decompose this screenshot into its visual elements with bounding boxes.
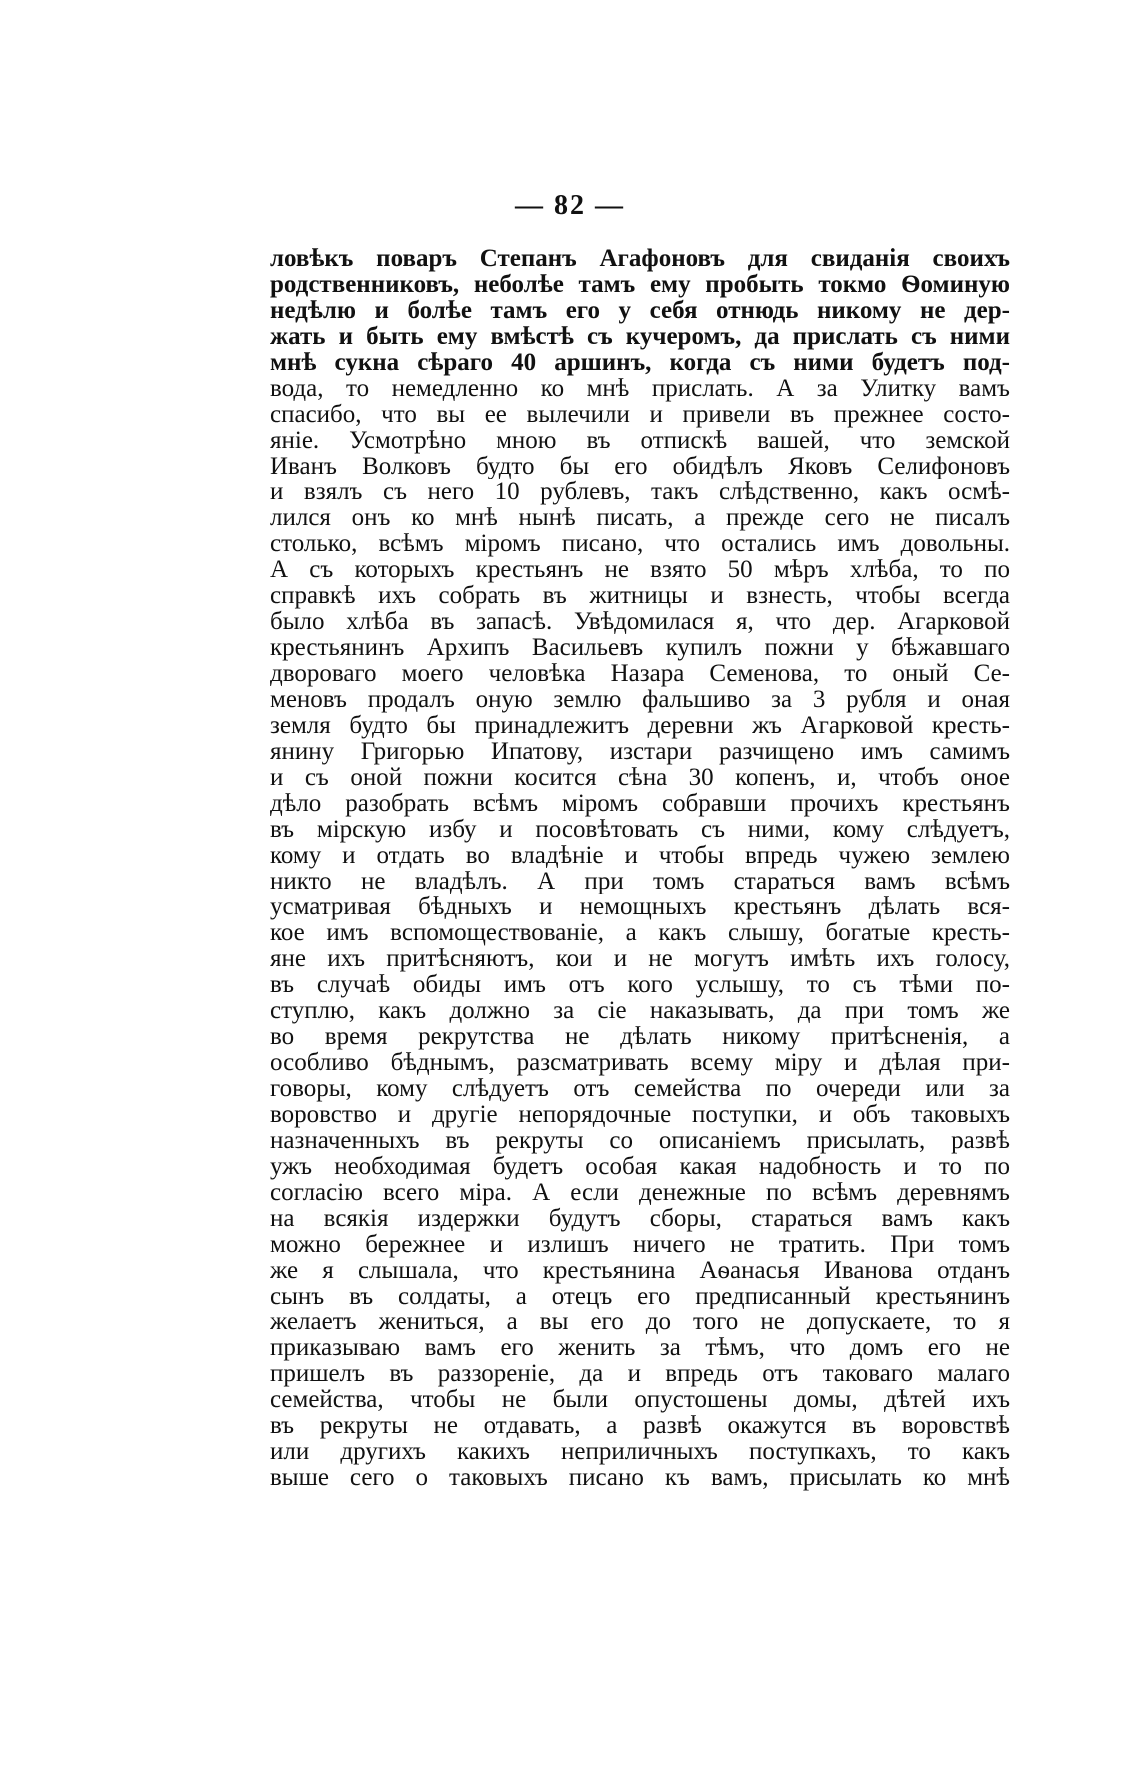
text-line: и взялъ съ него 10 рублевъ, такъ слѣдственно, какъ осмѣ- <box>270 479 1010 506</box>
text-line: дѣло разобрать всѣмъ міромъ собравши прочихъ крестьянъ <box>270 790 1010 817</box>
body-text <box>270 246 1010 1491</box>
text-line: говоры, кому слѣдуетъ отъ семейства по очереди или за <box>270 1076 1010 1102</box>
text-line: меновъ продалъ оную землю фальшиво за 3 рубля и оная <box>270 686 1010 713</box>
text-line: въ случаѣ обиды имъ отъ кого услышу, то съ тѣми по- <box>270 972 1010 999</box>
text-line: или другихъ какихъ неприличныхъ поступкахъ, то какъ <box>270 1439 1010 1466</box>
text-line: родственниковъ, неболѣе тамъ ему пробыть токмо Ѳоминую <box>270 271 1010 298</box>
text-line: А съ которыхъ крестьянъ не взято 50 мѣръ хлѣба, то по <box>270 557 1010 584</box>
text-line: назначенныхъ въ рекруты со описаніемъ присылать, развѣ <box>270 1127 1010 1154</box>
text-line: яніе. Усмотрѣно мною въ отпискѣ вашей, что земской <box>270 427 1010 454</box>
text-line: въ мірскую избу и посовѣтовать съ ними, кому слѣдуетъ, <box>270 816 1010 843</box>
text-line: яне ихъ притѣсняютъ, кои и не могутъ имѣть ихъ голосу, <box>270 946 1010 973</box>
text-line: мнѣ сукна сѣраго 40 аршинъ, когда съ ними будетъ под- <box>270 349 1010 376</box>
text-line: семейства, чтобы не были опустошены домы, дѣтей ихъ <box>270 1387 1010 1414</box>
text-line: въ рекруты не отдавать, а развѣ окажутся въ воровствѣ <box>270 1413 1010 1440</box>
text-line: пришелъ въ раззореніе, да и впредь отъ таковаго малаго <box>270 1361 1010 1388</box>
text-line: вода, то немедленно ко мнѣ прислать. А за Улитку вамъ <box>270 375 1010 402</box>
text-line: лился онъ ко мнѣ нынѣ писать, а прежде сего не писалъ <box>270 505 1010 532</box>
text-line: недѣлю и болѣе тамъ его у себя отнюдь никому не дер- <box>270 297 1010 324</box>
text-line: во время рекрутства не дѣлать никому притѣсненія, а <box>270 1024 1010 1051</box>
text-line: земля будто бы принадлежитъ деревни жъ Агарковой кресть- <box>270 712 1010 739</box>
text-line: ступлю, какъ должно за сіе наказывать, да при томъ же <box>270 998 1010 1025</box>
text-line: сынъ въ солдаты, а отецъ его предписанный крестьянинъ <box>270 1283 1010 1310</box>
text-line: столько, всѣмъ міромъ писано, что остались имъ довольны. <box>270 531 1010 558</box>
text-line: ловѣкъ поваръ Степанъ Агафоновъ для свиданія своихъ <box>270 246 1010 272</box>
text-line: можно бережнее и излишъ ничего не тратить. При томъ <box>270 1231 1010 1258</box>
text-line: кое имъ вспомоществованіе, а какъ слышу, богатые кресть- <box>270 920 1010 947</box>
text-line: крестьянинъ Архипъ Васильевъ купилъ пожни у бѣжавшаго <box>270 635 1010 661</box>
text-line: Иванъ Волковъ будто бы его обидѣлъ Яковъ Селифоновъ <box>270 453 1010 480</box>
text-line: жать и быть ему вмѣстѣ съ кучеромъ, да прислать съ ними <box>270 323 1010 350</box>
text-line: справкѣ ихъ собрать въ житницы и взнесть, чтобы всегда <box>270 583 1010 610</box>
text-line: янину Григорью Ипатову, изстари разчищено имъ самимъ <box>270 738 1010 765</box>
text-line: никто не владѣлъ. А при томъ стараться вамъ всѣмъ <box>270 868 1010 895</box>
text-line: ужъ необходимая будетъ особая какая надобность и то по <box>270 1153 1010 1180</box>
text-line: кому и отдать во владѣніе и чтобы впредь чужею землею <box>270 842 1010 869</box>
text-line: двороваго моего человѣка Назара Семенова, то оный Се- <box>270 661 1010 687</box>
text-line: на всякія издержки будутъ сборы, стараться вамъ какъ <box>270 1205 1010 1232</box>
text-line: спасибо, что вы ее вылечили и привели въ прежнее состо- <box>270 401 1010 428</box>
text-line: воровство и другіе непорядочные поступки, и объ таковыхъ <box>270 1101 1010 1128</box>
text-line: усматривая бѣдныхъ и немощныхъ крестьянъ дѣлать вся- <box>270 894 1010 921</box>
page-number: — 82 — <box>515 190 625 221</box>
text-line: же я слышала, что крестьянина Аѳанасья Иванова отданъ <box>270 1257 1010 1284</box>
text-line: приказываю вамъ его женить за тѣмъ, что домъ его не <box>270 1335 1010 1362</box>
text-line: особливо бѣднымъ, разсматривать всему міру и дѣлая при- <box>270 1050 1010 1076</box>
text-line: было хлѣба въ запасѣ. Увѣдомилася я, что дер. Агарковой <box>270 609 1010 636</box>
text-line: и съ оной пожни косится сѣна 30 копенъ, и, чтобъ оное <box>270 764 1010 791</box>
text-line: желаетъ жениться, а вы его до того не допускаете, то я <box>270 1309 1010 1336</box>
text-line: выше сего о таковыхъ писано къ вамъ, присылать ко мнѣ <box>270 1465 1010 1491</box>
text-line: согласію всего міра. А если денежные по всѣмъ деревнямъ <box>270 1179 1010 1206</box>
